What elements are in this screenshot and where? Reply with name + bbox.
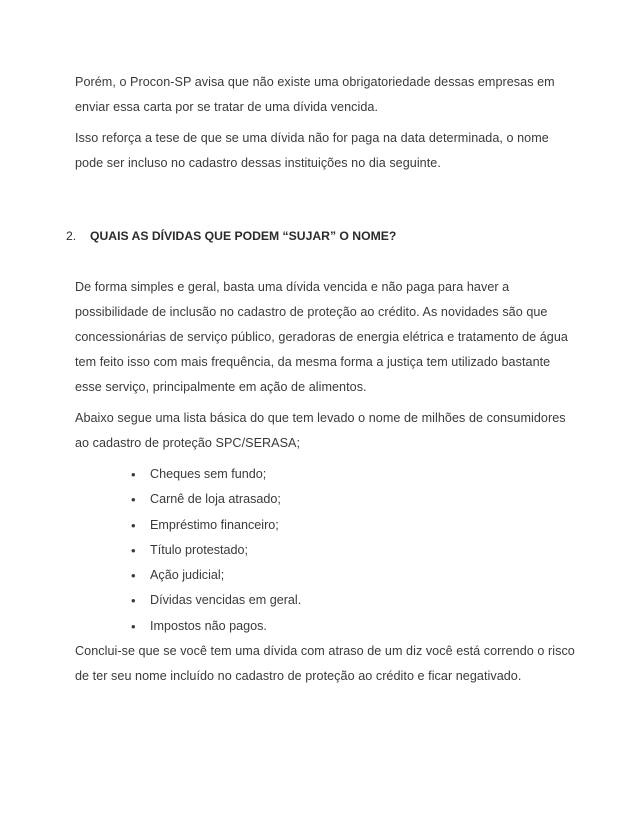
list-item-text: Ação judicial; xyxy=(150,568,225,583)
bullet-icon: • xyxy=(131,568,136,584)
paragraph-procon-notice: Porém, o Procon-SP avisa que não existe uma obrigatoriedade dessas empresas em enviar essa carta por se tratar de uma dívida vencida. xyxy=(75,75,555,114)
document-body-block xyxy=(75,275,575,689)
list-item xyxy=(75,487,575,512)
bullet-icon: • xyxy=(131,593,136,609)
list-item-text: Empréstimo financeiro; xyxy=(150,517,279,532)
bullet-icon: • xyxy=(131,467,136,482)
list-item-text: Título protestado; xyxy=(150,542,249,557)
section-number: 2. xyxy=(66,229,77,243)
paragraph-list-intro: Abaixo segue uma lista básica do que tem levado o nome de milhões de consumidores ao cadastro de proteção SPC/SERASA; xyxy=(75,411,566,450)
list-item-text: Impostos não pagos. xyxy=(150,618,267,633)
bullet-icon: • xyxy=(131,542,136,558)
section-heading xyxy=(66,226,396,246)
paragraph-debts-general: De forma simples e geral, basta uma dívida vencida e não paga para haver a possibilidade de inclusão no cadastro de proteção ao crédito. As novidades são que concessionárias de serviço público, geradoras de energia elétrica e tratamento de água tem feito isso com mais frequência, da mesma forma a justiça tem utilizado bastante esse serviço, principalmente em ação de alimentos. xyxy=(75,280,568,394)
list-item xyxy=(75,462,575,487)
bullet-icon: • xyxy=(131,492,136,508)
list-item-text: Carnê de loja atrasado; xyxy=(150,492,281,507)
list-item xyxy=(75,513,575,538)
list-item xyxy=(75,563,575,588)
bullet-icon: • xyxy=(131,517,136,533)
section-title: QUAIS AS DÍVIDAS QUE PODEM “SUJAR” O NOME? xyxy=(90,229,397,243)
debt-list xyxy=(75,462,575,639)
list-item xyxy=(75,614,575,639)
bullet-icon: • xyxy=(131,618,136,634)
list-item xyxy=(75,588,575,613)
list-item xyxy=(75,538,575,563)
list-item-text: Dívidas vencidas em geral. xyxy=(150,593,302,608)
list-item-text: Cheques sem fundo; xyxy=(150,467,267,481)
paragraph-inclusion-thesis: Isso reforça a tese de que se uma dívida não for paga na data determinada, o nome pode ser incluso no cadastro dessas instituições no dia seguinte. xyxy=(75,131,549,170)
document-top-block xyxy=(75,70,575,176)
paragraph-conclusion: Conclui-se que se você tem uma dívida com atraso de um diz você está correndo o risco de ter seu nome incluído no cadastro de proteção ao crédito e ficar negativado. xyxy=(75,644,575,684)
